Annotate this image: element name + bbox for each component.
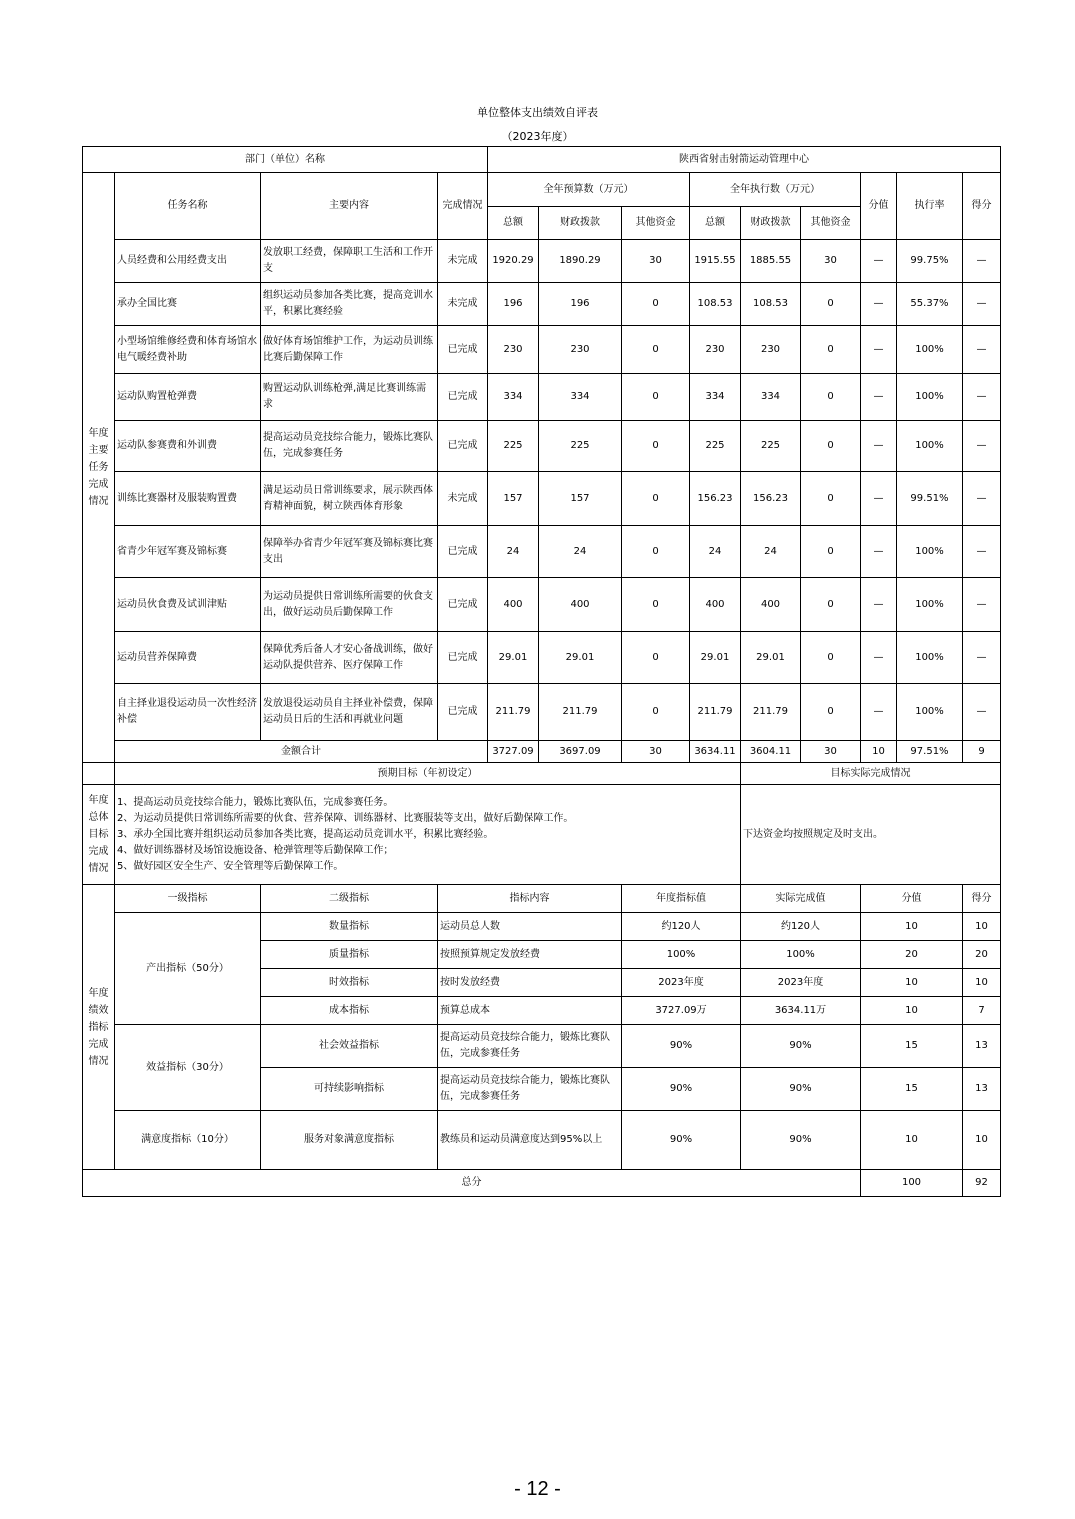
task-rate: 100% [897, 578, 963, 632]
expected-goal-item: 5、做好园区安全生产、安全管理等后勤保障工作。 [117, 860, 344, 872]
task-b-fiscal: 400 [539, 578, 622, 632]
total-weight: 100 [861, 1170, 963, 1197]
task-e-total: 334 [690, 374, 741, 421]
task-score: — [963, 632, 1001, 684]
sum-weight: 10 [861, 741, 897, 763]
task-b-total: 196 [488, 283, 539, 326]
task-weight: — [861, 240, 897, 283]
task-content: 满足运动员日常训练要求，展示陕西体育精神面貌，树立陕西体育形象 [261, 472, 438, 526]
task-e-other: 0 [801, 472, 861, 526]
indicator-level2: 时效指标 [261, 969, 438, 997]
task-b-fiscal: 29.01 [539, 632, 622, 684]
indicator-target: 3727.09万 [622, 997, 741, 1025]
header-budget-total: 总额 [488, 207, 539, 240]
indicator-section [83, 885, 1001, 1170]
task-b-fiscal: 157 [539, 472, 622, 526]
header-budget: 全年预算数（万元） [488, 173, 690, 207]
task-e-fiscal: 24 [741, 526, 801, 578]
header-target: 年度指标值 [622, 885, 741, 913]
task-e-fiscal: 211.79 [741, 684, 801, 741]
task-row [83, 684, 1001, 741]
indicator-section-label: 年度绩效指标完成情况 [83, 885, 115, 1170]
task-name: 省青少年冠军赛及锦标赛 [115, 526, 261, 578]
task-b-fiscal: 211.79 [539, 684, 622, 741]
task-name: 小型场馆维修经费和体育场馆水电气暖经费补助 [115, 326, 261, 374]
header-l2: 二级指标 [261, 885, 438, 913]
task-e-fiscal: 230 [741, 326, 801, 374]
task-status: 未完成 [438, 472, 488, 526]
task-name: 运动员伙食费及试训津贴 [115, 578, 261, 632]
task-status: 已完成 [438, 326, 488, 374]
indicator-level2: 服务对象满意度指标 [261, 1111, 438, 1170]
task-b-total: 157 [488, 472, 539, 526]
task-e-other: 0 [801, 421, 861, 472]
task-content: 发放职工经费，保障职工生活和工作开支 [261, 240, 438, 283]
sum-e-total: 3634.11 [690, 741, 741, 763]
task-e-fiscal: 156.23 [741, 472, 801, 526]
indicator-weight: 20 [861, 941, 963, 969]
page-number: - 12 - [514, 1478, 561, 1500]
task-status: 已完成 [438, 526, 488, 578]
task-b-total: 230 [488, 326, 539, 374]
task-e-total: 108.53 [690, 283, 741, 326]
task-name: 训练比赛器材及服装购置费 [115, 472, 261, 526]
task-score: — [963, 684, 1001, 741]
goals-section [83, 763, 1001, 885]
task-weight: — [861, 283, 897, 326]
header-budget-other: 其他资金 [622, 207, 690, 240]
indicator-level2: 质量指标 [261, 941, 438, 969]
task-e-total: 156.23 [690, 472, 741, 526]
task-score: — [963, 283, 1001, 326]
task-e-fiscal: 334 [741, 374, 801, 421]
group-benefit: 效益指标（30分） [115, 1025, 261, 1111]
total-section [83, 1170, 1001, 1197]
task-status: 已完成 [438, 632, 488, 684]
task-b-other: 0 [622, 578, 690, 632]
task-e-other: 0 [801, 684, 861, 741]
task-status: 已完成 [438, 374, 488, 421]
header-task-name: 任务名称 [115, 173, 261, 240]
task-content: 组织运动员参加各类比赛，提高竞训水平，积累比赛经验 [261, 283, 438, 326]
task-rate: 55.37% [897, 283, 963, 326]
header-exec-other: 其他资金 [801, 207, 861, 240]
task-name: 自主择业退役运动员一次性经济补偿 [115, 684, 261, 741]
task-section [83, 173, 1001, 763]
task-content: 提高运动员竞技综合能力，锻炼比赛队伍，完成参赛任务 [261, 421, 438, 472]
task-b-other: 30 [622, 240, 690, 283]
indicator-content: 预算总成本 [438, 997, 622, 1025]
task-name: 运动队购置枪弹费 [115, 374, 261, 421]
task-rate: 100% [897, 684, 963, 741]
expected-goal-item: 3、承办全国比赛并组织运动员参加各类比赛，提高运动员竞训水平，积累比赛经验。 [117, 828, 494, 840]
actual-goals: 下达资金均按照规定及时支出。 [741, 785, 1001, 885]
group-output: 产出指标（50分） [115, 913, 261, 1025]
task-b-other: 0 [622, 526, 690, 578]
task-weight: — [861, 684, 897, 741]
task-content: 购置运动队训练枪弹,满足比赛训练需求 [261, 374, 438, 421]
header-weight: 分值 [861, 173, 897, 240]
indicator-actual: 90% [741, 1025, 861, 1068]
task-e-other: 0 [801, 283, 861, 326]
task-b-other: 0 [622, 684, 690, 741]
header-exec-fiscal: 财政拨款 [741, 207, 801, 240]
header-l1: 一级指标 [115, 885, 261, 913]
task-rate: 100% [897, 526, 963, 578]
indicator-target: 90% [622, 1111, 741, 1170]
task-e-total: 211.79 [690, 684, 741, 741]
task-b-total: 334 [488, 374, 539, 421]
task-b-total: 29.01 [488, 632, 539, 684]
indicator-actual: 100% [741, 941, 861, 969]
task-score: — [963, 374, 1001, 421]
task-e-total: 29.01 [690, 632, 741, 684]
task-b-other: 0 [622, 326, 690, 374]
performance-table [82, 146, 1001, 1197]
task-row [83, 632, 1001, 684]
indicator-weight: 15 [861, 1025, 963, 1068]
indicator-score: 10 [963, 913, 1001, 941]
unit-section [83, 147, 1001, 173]
task-weight: — [861, 472, 897, 526]
indicator-weight: 10 [861, 969, 963, 997]
indicator-weight: 10 [861, 1111, 963, 1170]
indicator-target: 90% [622, 1068, 741, 1111]
task-row [83, 472, 1001, 526]
task-b-total: 24 [488, 526, 539, 578]
task-status: 未完成 [438, 240, 488, 283]
total-label: 总分 [83, 1170, 861, 1197]
task-e-total: 24 [690, 526, 741, 578]
task-b-total: 400 [488, 578, 539, 632]
indicator-content: 按照预算规定发放经费 [438, 941, 622, 969]
indicator-target: 100% [622, 941, 741, 969]
indicator-weight: 10 [861, 913, 963, 941]
indicator-actual: 90% [741, 1068, 861, 1111]
task-score: — [963, 526, 1001, 578]
total-score: 92 [963, 1170, 1001, 1197]
task-weight: — [861, 526, 897, 578]
header-ind-weight: 分值 [861, 885, 963, 913]
indicator-row [83, 1025, 1001, 1068]
task-b-total: 211.79 [488, 684, 539, 741]
header-exec-total: 总额 [690, 207, 741, 240]
task-score: — [963, 472, 1001, 526]
indicator-score: 20 [963, 941, 1001, 969]
indicator-level2: 成本指标 [261, 997, 438, 1025]
task-content: 为运动员提供日常训练所需要的伙食支出，做好运动员后勤保障工作 [261, 578, 438, 632]
task-content: 做好体育场馆维护工作，为运动员训练比赛后勤保障工作 [261, 326, 438, 374]
header-content: 主要内容 [261, 173, 438, 240]
indicator-actual: 约120人 [741, 913, 861, 941]
indicator-target: 90% [622, 1025, 741, 1068]
indicator-level2: 数量指标 [261, 913, 438, 941]
task-rate: 100% [897, 632, 963, 684]
task-rate: 100% [897, 374, 963, 421]
task-e-other: 0 [801, 526, 861, 578]
header-ind-score: 得分 [963, 885, 1001, 913]
task-status: 已完成 [438, 684, 488, 741]
task-b-fiscal: 334 [539, 374, 622, 421]
indicator-level2: 可持续影响指标 [261, 1068, 438, 1111]
task-e-other: 30 [801, 240, 861, 283]
task-e-fiscal: 108.53 [741, 283, 801, 326]
task-e-other: 0 [801, 374, 861, 421]
sum-score: 9 [963, 741, 1001, 763]
report-title: 单位整体支出绩效自评表 [477, 106, 598, 119]
task-status: 已完成 [438, 421, 488, 472]
task-row [83, 578, 1001, 632]
task-b-total: 1920.29 [488, 240, 539, 283]
task-content: 发放退役运动员自主择业补偿费，保障运动员日后的生活和再就业问题 [261, 684, 438, 741]
indicator-weight: 15 [861, 1068, 963, 1111]
task-e-total: 400 [690, 578, 741, 632]
task-score: — [963, 421, 1001, 472]
expected-label: 预期目标（年初设定） [115, 763, 741, 785]
task-e-fiscal: 29.01 [741, 632, 801, 684]
task-b-total: 225 [488, 421, 539, 472]
task-e-fiscal: 225 [741, 421, 801, 472]
sum-label: 金额合计 [115, 741, 488, 763]
group-satisfaction: 满意度指标（10分） [115, 1111, 261, 1170]
header-status: 完成情况 [438, 173, 488, 240]
expected-goals [115, 785, 741, 885]
task-section-label: 年度主要任务完成情况 [83, 173, 115, 763]
task-e-total: 230 [690, 326, 741, 374]
expected-goal-item: 2、为运动员提供日常训练所需要的伙食、营养保障、训练器材、比赛服装等支出，做好后勤保障工作。 [117, 812, 574, 824]
task-b-fiscal: 24 [539, 526, 622, 578]
task-e-other: 0 [801, 326, 861, 374]
actual-label: 目标实际完成情况 [741, 763, 1001, 785]
sum-rate: 97.51% [897, 741, 963, 763]
indicator-content: 按时发放经费 [438, 969, 622, 997]
task-row [83, 283, 1001, 326]
task-rate: 100% [897, 421, 963, 472]
header-actual: 实际完成值 [741, 885, 861, 913]
sum-b-other: 30 [622, 741, 690, 763]
task-row [83, 326, 1001, 374]
indicator-content: 运动员总人数 [438, 913, 622, 941]
indicator-level2: 社会效益指标 [261, 1025, 438, 1068]
indicator-score: 13 [963, 1068, 1001, 1111]
indicator-row [83, 913, 1001, 941]
unit-name: 陕西省射击射箭运动管理中心 [488, 147, 1001, 173]
indicator-target: 约120人 [622, 913, 741, 941]
indicator-target: 2023年度 [622, 969, 741, 997]
task-name: 运动队参赛费和外训费 [115, 421, 261, 472]
header-ind-content: 指标内容 [438, 885, 622, 913]
indicator-actual: 90% [741, 1111, 861, 1170]
task-row [83, 374, 1001, 421]
task-weight: — [861, 578, 897, 632]
task-name: 承办全国比赛 [115, 283, 261, 326]
task-e-fiscal: 1885.55 [741, 240, 801, 283]
expected-goal-item: 1、提高运动员竞技综合能力，锻炼比赛队伍，完成参赛任务。 [117, 796, 394, 808]
sum-e-fiscal: 3604.11 [741, 741, 801, 763]
task-e-fiscal: 400 [741, 578, 801, 632]
task-b-fiscal: 1890.29 [539, 240, 622, 283]
unit-label: 部门（单位）名称 [83, 147, 488, 173]
task-e-other: 0 [801, 578, 861, 632]
task-weight: — [861, 632, 897, 684]
task-name: 运动员营养保障费 [115, 632, 261, 684]
sum-e-other: 30 [801, 741, 861, 763]
expected-goal-item: 4、做好训练器材及场馆设施设备、枪弹管理等后勤保障工作； [117, 844, 394, 856]
report-year: （2023年度） [501, 130, 574, 143]
task-score: — [963, 578, 1001, 632]
task-b-fiscal: 196 [539, 283, 622, 326]
task-row [83, 421, 1001, 472]
header-rate: 执行率 [897, 173, 963, 240]
task-score: — [963, 326, 1001, 374]
task-rate: 100% [897, 326, 963, 374]
task-b-other: 0 [622, 283, 690, 326]
task-status: 未完成 [438, 283, 488, 326]
indicator-score: 13 [963, 1025, 1001, 1068]
header-budget-fiscal: 财政拨款 [539, 207, 622, 240]
task-weight: — [861, 374, 897, 421]
task-sum-row [83, 741, 1001, 763]
task-weight: — [861, 421, 897, 472]
indicator-row [83, 1111, 1001, 1170]
goals-corner [83, 763, 115, 785]
task-rate: 99.75% [897, 240, 963, 283]
task-e-other: 0 [801, 632, 861, 684]
indicator-score: 7 [963, 997, 1001, 1025]
task-b-other: 0 [622, 374, 690, 421]
task-row [83, 526, 1001, 578]
sum-b-total: 3727.09 [488, 741, 539, 763]
task-score: — [963, 240, 1001, 283]
indicator-weight: 10 [861, 997, 963, 1025]
task-e-total: 225 [690, 421, 741, 472]
indicator-actual: 2023年度 [741, 969, 861, 997]
task-b-other: 0 [622, 632, 690, 684]
indicator-score: 10 [963, 1111, 1001, 1170]
indicator-content: 提高运动员竞技综合能力，锻炼比赛队伍，完成参赛任务 [438, 1068, 622, 1111]
sum-b-fiscal: 3697.09 [539, 741, 622, 763]
task-rate: 99.51% [897, 472, 963, 526]
task-content: 保障优秀后备人才安心备战训练，做好运动队提供营养、医疗保障工作 [261, 632, 438, 684]
task-b-fiscal: 225 [539, 421, 622, 472]
task-b-fiscal: 230 [539, 326, 622, 374]
task-weight: — [861, 326, 897, 374]
task-b-other: 0 [622, 472, 690, 526]
indicator-actual: 3634.11万 [741, 997, 861, 1025]
task-content: 保障举办省青少年冠军赛及锦标赛比赛支出 [261, 526, 438, 578]
task-e-total: 1915.55 [690, 240, 741, 283]
task-status: 已完成 [438, 578, 488, 632]
goals-section-label: 年度总体目标完成情况 [83, 785, 115, 885]
header-score: 得分 [963, 173, 1001, 240]
indicator-score: 10 [963, 969, 1001, 997]
indicator-content: 教练员和运动员满意度达到95%以上 [438, 1111, 622, 1170]
task-name: 人员经费和公用经费支出 [115, 240, 261, 283]
header-exec: 全年执行数（万元） [690, 173, 861, 207]
task-b-other: 0 [622, 421, 690, 472]
indicator-content: 提高运动员竞技综合能力，锻炼比赛队伍，完成参赛任务 [438, 1025, 622, 1068]
task-row [83, 240, 1001, 283]
